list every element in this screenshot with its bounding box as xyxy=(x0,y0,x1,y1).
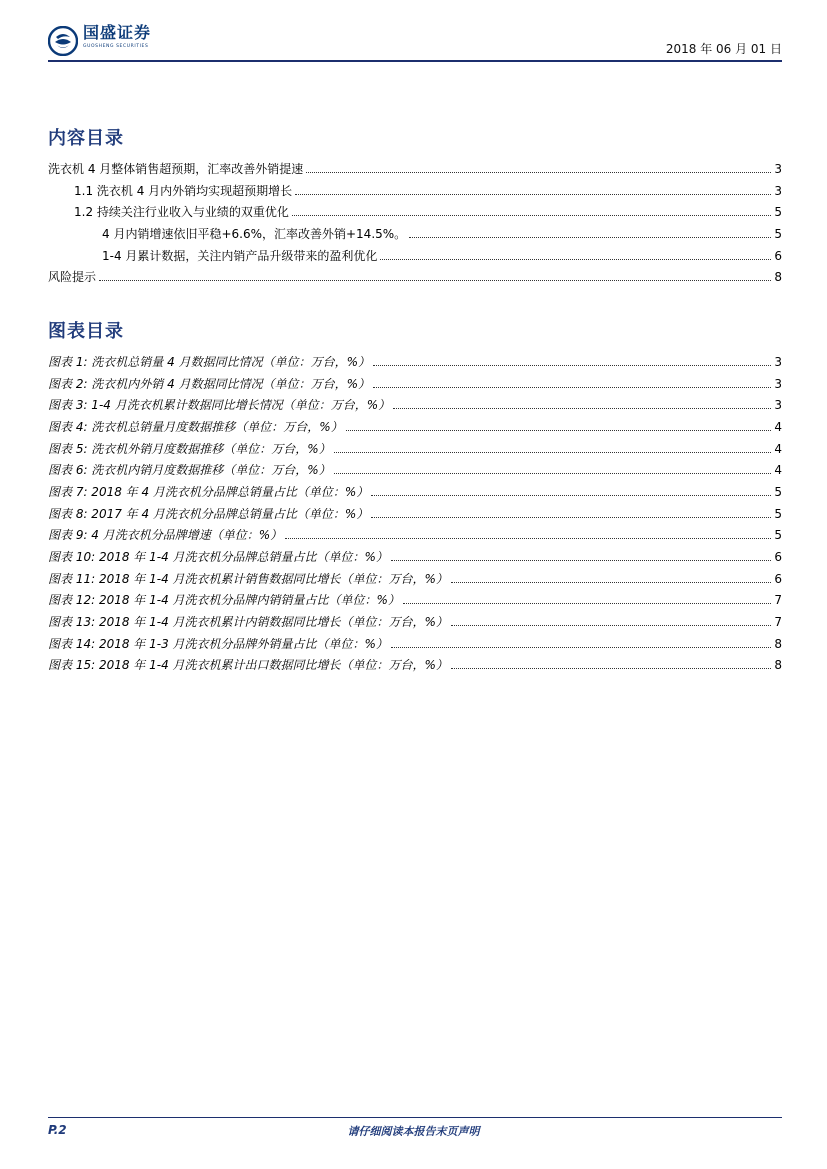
toc-entry-page: 3 xyxy=(774,184,782,198)
toc-entry-label: 1.1 洗衣机 4 月内外销均实现超预期增长 xyxy=(74,184,293,198)
figure-entry[interactable] xyxy=(48,354,782,370)
toc-leader xyxy=(393,407,771,409)
figure-entry-label: 图表 2: 洗衣机内外销 4 月数据同比情况（单位：万台，%） xyxy=(48,377,370,391)
toc-entry[interactable] xyxy=(74,183,782,199)
figure-entry-page: 3 xyxy=(774,377,782,391)
toc-leader xyxy=(371,516,771,518)
figure-entry[interactable] xyxy=(48,636,782,652)
figure-entry-page: 6 xyxy=(774,572,782,586)
toc-leader xyxy=(295,193,771,195)
toc-leader xyxy=(391,646,771,648)
toc-entry[interactable] xyxy=(48,161,782,177)
toc-entry-label: 1.2 持续关注行业收入与业绩的双重优化 xyxy=(74,205,289,219)
figure-entry-page: 4 xyxy=(774,442,782,456)
figure-entry-label: 图表 8: 2017 年 4 月洗衣机分品牌总销量占比（单位：%） xyxy=(48,507,369,521)
report-date: 2018 年 06 月 01 日 xyxy=(665,42,782,56)
figure-entry-label: 图表 13: 2018 年 1-4 月洗衣机累计内销数据同比增长（单位：万台，%） xyxy=(48,615,448,629)
figure-entry-label: 图表 3: 1-4 月洗衣机累计数据同比增长情况（单位：万台，%） xyxy=(48,398,391,412)
figure-entry-page: 5 xyxy=(774,528,782,542)
toc-leader xyxy=(391,559,771,561)
figures-title: 图表目录 xyxy=(48,321,124,342)
figure-entry[interactable] xyxy=(48,506,782,522)
toc-leader xyxy=(409,236,771,238)
toc-entry-label: 风险提示 xyxy=(48,270,97,284)
figure-entry[interactable] xyxy=(48,571,782,587)
figure-entry-label: 图表 14: 2018 年 1-3 月洗衣机分品牌外销量占比（单位：%） xyxy=(48,637,388,651)
toc-leader xyxy=(373,364,771,366)
toc-leader xyxy=(292,214,771,216)
figure-entry-label: 图表 12: 2018 年 1-4 月洗衣机分品牌内销销量占比（单位：%） xyxy=(48,593,400,607)
figure-entry-page: 6 xyxy=(774,550,782,564)
toc-leader xyxy=(403,602,771,604)
logo-wordmark xyxy=(83,23,151,50)
toc-leader xyxy=(451,667,771,669)
figure-entry-label: 图表 9: 4 月洗衣机分品牌增速（单位：%） xyxy=(48,528,283,542)
toc-leader xyxy=(451,581,771,583)
toc-leader xyxy=(451,624,771,626)
toc-entry-label: 洗衣机 4 月整体销售超预期，汇率改善外销提速 xyxy=(48,162,304,176)
figure-entry-page: 8 xyxy=(774,637,782,651)
figure-entry[interactable] xyxy=(48,657,782,673)
figure-entry[interactable] xyxy=(48,376,782,392)
page-number: P.2 xyxy=(48,1123,67,1137)
figure-entry[interactable] xyxy=(48,419,782,435)
figure-entry[interactable] xyxy=(48,527,782,543)
toc-entry[interactable] xyxy=(48,269,782,285)
figure-entry-page: 3 xyxy=(774,398,782,412)
figure-entry-label: 图表 1: 洗衣机总销量 4 月数据同比情况（单位：万台，%） xyxy=(48,355,370,369)
figure-entry-label: 图表 5: 洗衣机外销月度数据推移（单位：万台，%） xyxy=(48,442,331,456)
company-logo xyxy=(48,26,78,56)
figure-entry-page: 5 xyxy=(774,507,782,521)
toc-entry-label: 4 月内销增速依旧平稳+6.6%，汇率改善外销+14.5%。 xyxy=(102,227,407,241)
figure-entry-page: 4 xyxy=(774,420,782,434)
figure-entry[interactable] xyxy=(48,462,782,478)
toc-leader xyxy=(371,494,771,496)
figure-entry[interactable] xyxy=(48,484,782,500)
toc-leader xyxy=(306,171,771,173)
figure-entry-label: 图表 10: 2018 年 1-4 月洗衣机分品牌总销量占比（单位：%） xyxy=(48,550,388,564)
figure-entry-label: 图表 6: 洗衣机内销月度数据推移（单位：万台，%） xyxy=(48,463,331,477)
figure-entry-page: 8 xyxy=(774,658,782,672)
toc-entry-page: 8 xyxy=(774,270,782,284)
figure-entry[interactable] xyxy=(48,397,782,413)
figure-entry[interactable] xyxy=(48,441,782,457)
page-header xyxy=(48,22,782,62)
figure-entry[interactable] xyxy=(48,592,782,608)
toc-entry-page: 3 xyxy=(774,162,782,176)
figure-entry-page: 3 xyxy=(774,355,782,369)
figure-entry-page: 7 xyxy=(774,593,782,607)
toc-leader xyxy=(334,472,772,474)
logo-emblem-icon xyxy=(48,26,78,56)
figure-entry-page: 4 xyxy=(774,463,782,477)
figure-entry-page: 5 xyxy=(774,485,782,499)
toc-entry[interactable] xyxy=(102,226,782,242)
figure-entry-label: 图表 7: 2018 年 4 月洗衣机分品牌总销量占比（单位：%） xyxy=(48,485,369,499)
figure-entry[interactable] xyxy=(48,549,782,565)
figure-entry-label: 图表 11: 2018 年 1-4 月洗衣机累计销售数据同比增长（单位：万台，%） xyxy=(48,572,448,586)
figure-entry-label: 图表 15: 2018 年 1-4 月洗衣机累计出口数据同比增长（单位：万台，%） xyxy=(48,658,448,672)
toc-entry-page: 6 xyxy=(774,249,782,263)
footer-divider xyxy=(48,1117,782,1118)
logo-name: 国盛证券 xyxy=(83,23,152,42)
contents-title: 内容目录 xyxy=(48,128,124,149)
toc-entry-page: 5 xyxy=(774,205,782,219)
figure-entry-page: 7 xyxy=(774,615,782,629)
figure-entry[interactable] xyxy=(48,614,782,630)
toc-entry[interactable] xyxy=(102,248,782,264)
toc-entry-page: 5 xyxy=(774,227,782,241)
toc-entry-label: 1-4 月累计数据，关注内销产品升级带来的盈利优化 xyxy=(102,249,378,263)
toc-leader xyxy=(285,537,771,539)
figure-entry-label: 图表 4: 洗衣机总销量月度数据推移（单位：万台，%） xyxy=(48,420,343,434)
toc-leader xyxy=(346,429,772,431)
disclaimer-note: 请仔细阅读本报告末页声明 xyxy=(347,1125,480,1138)
toc-leader xyxy=(373,386,771,388)
toc-leader xyxy=(334,451,772,453)
toc-leader xyxy=(380,258,771,260)
header-divider xyxy=(48,60,782,62)
logo-subtext: GUOSHENG SECURITIES xyxy=(83,44,149,49)
toc-leader xyxy=(99,279,771,281)
toc-entry[interactable] xyxy=(74,204,782,220)
